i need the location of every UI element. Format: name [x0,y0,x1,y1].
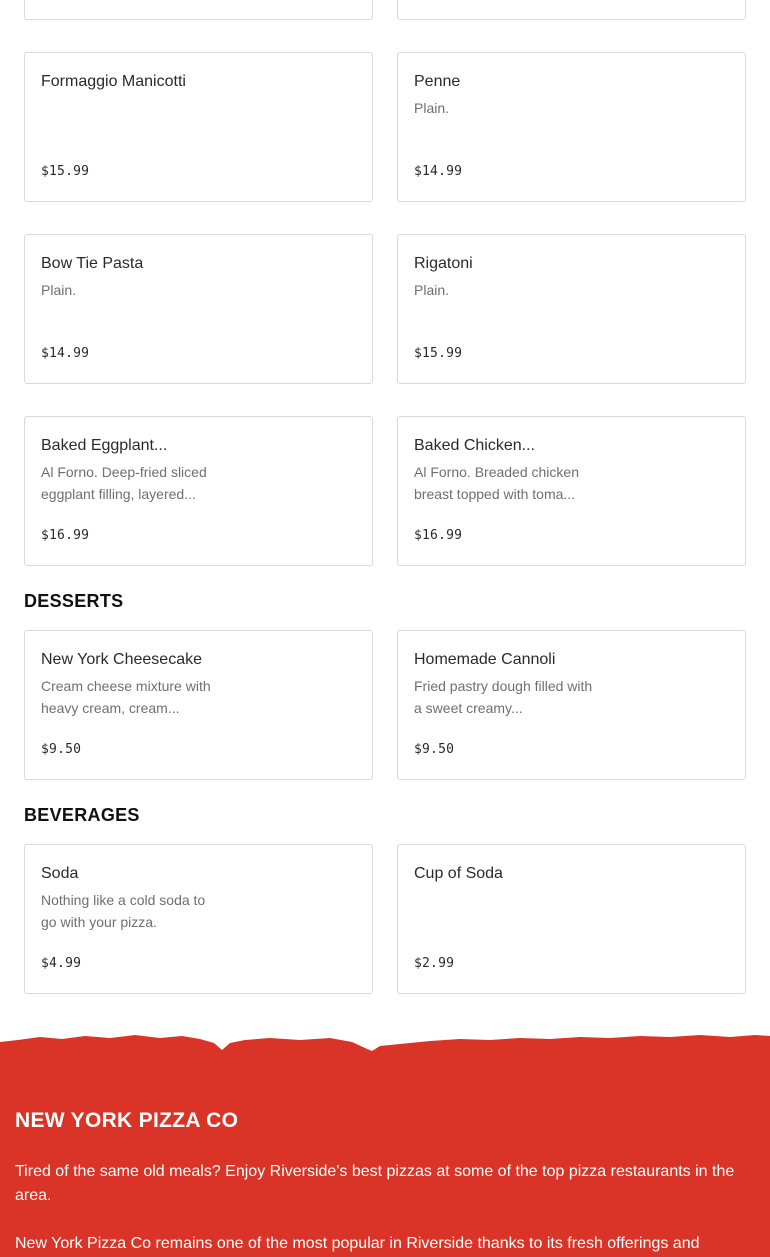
menu-item-ny-cheesecake[interactable] [24,630,373,780]
menu-item-homemade-cannoli[interactable] [397,630,746,780]
menu-item-description: Plain. [414,100,450,116]
menu-item-name: New York Cheesecake [41,651,202,668]
menu-item-description: Al Forno. Breaded chicken breast topped with toma... [414,464,579,502]
menu-item-cup-of-soda[interactable] [397,844,746,994]
menu-item-description: Fried pastry dough filled with a sweet creamy... [414,678,593,716]
menu-item-price: $15.99 [414,346,463,361]
menu-item-name: Bow Tie Pasta [41,255,144,272]
menu-item-description: Al Forno. Deep-fried sliced eggplant filling, layered... [41,464,207,502]
menu-item-name: Homemade Cannoli [414,651,556,668]
menu-item-name: Baked Eggplant... [41,437,168,454]
menu-item-price: $9.50 [41,742,82,757]
menu-item-description [41,97,221,141]
section-heading-beverages: BEVERAGES [24,805,140,825]
menu-item-name: Rigatoni [414,255,473,272]
menu-item-price: $15.99 [41,164,90,179]
menu-item-name: Soda [41,865,79,882]
menu-item-price: $4.99 [41,956,82,971]
menu-item-name: Cup of Soda [414,865,503,882]
menu-item-baked-eggplant[interactable] [24,416,373,566]
menu-item-description [414,889,594,933]
menu-item-bow-tie-pasta[interactable] [24,234,373,384]
menu-item-description: Nothing like a cold soda to go with your pizza. [41,892,206,930]
menu-item-description: Plain. [41,282,77,298]
menu-item-name: Penne [414,73,461,90]
site-footer [0,1030,770,1257]
menu-item-price: $16.99 [41,528,90,543]
menu-item-card-cut-left[interactable] [24,0,373,20]
torn-paper-edge [0,1030,770,1257]
section-heading-desserts: DESSERTS [24,591,124,611]
menu-item-price: $16.99 [414,528,463,543]
menu-item-rigatoni[interactable] [397,234,746,384]
menu-item-penne[interactable] [397,52,746,202]
menu-item-price: $9.50 [414,742,455,757]
footer-brand-name: NEW YORK PIZZA CO [15,1109,239,1132]
menu-item-description: Cream cheese mixture with heavy cream, cream... [41,678,211,716]
menu-item-name: Baked Chicken... [414,437,535,454]
menu-item-price: $14.99 [41,346,90,361]
menu-item-formaggio-manicotti[interactable] [24,52,373,202]
menu-item-description: Plain. [414,282,450,298]
menu-item-price: $2.99 [414,956,455,971]
menu-item-soda[interactable] [24,844,373,994]
footer-paragraph-intro: Tired of the same old meals? Enjoy Riverside's best pizzas at some of the top pizza restaurants in the area. [15,1163,735,1204]
footer-paragraph-about: New York Pizza Co remains one of the most popular in Riverside thanks to its fresh offerings and [15,1235,700,1252]
menu-item-price: $14.99 [414,164,463,179]
menu-item-baked-chicken[interactable] [397,416,746,566]
menu-item-name: Formaggio Manicotti [41,73,186,90]
menu-item-card-cut-right[interactable] [397,0,746,20]
